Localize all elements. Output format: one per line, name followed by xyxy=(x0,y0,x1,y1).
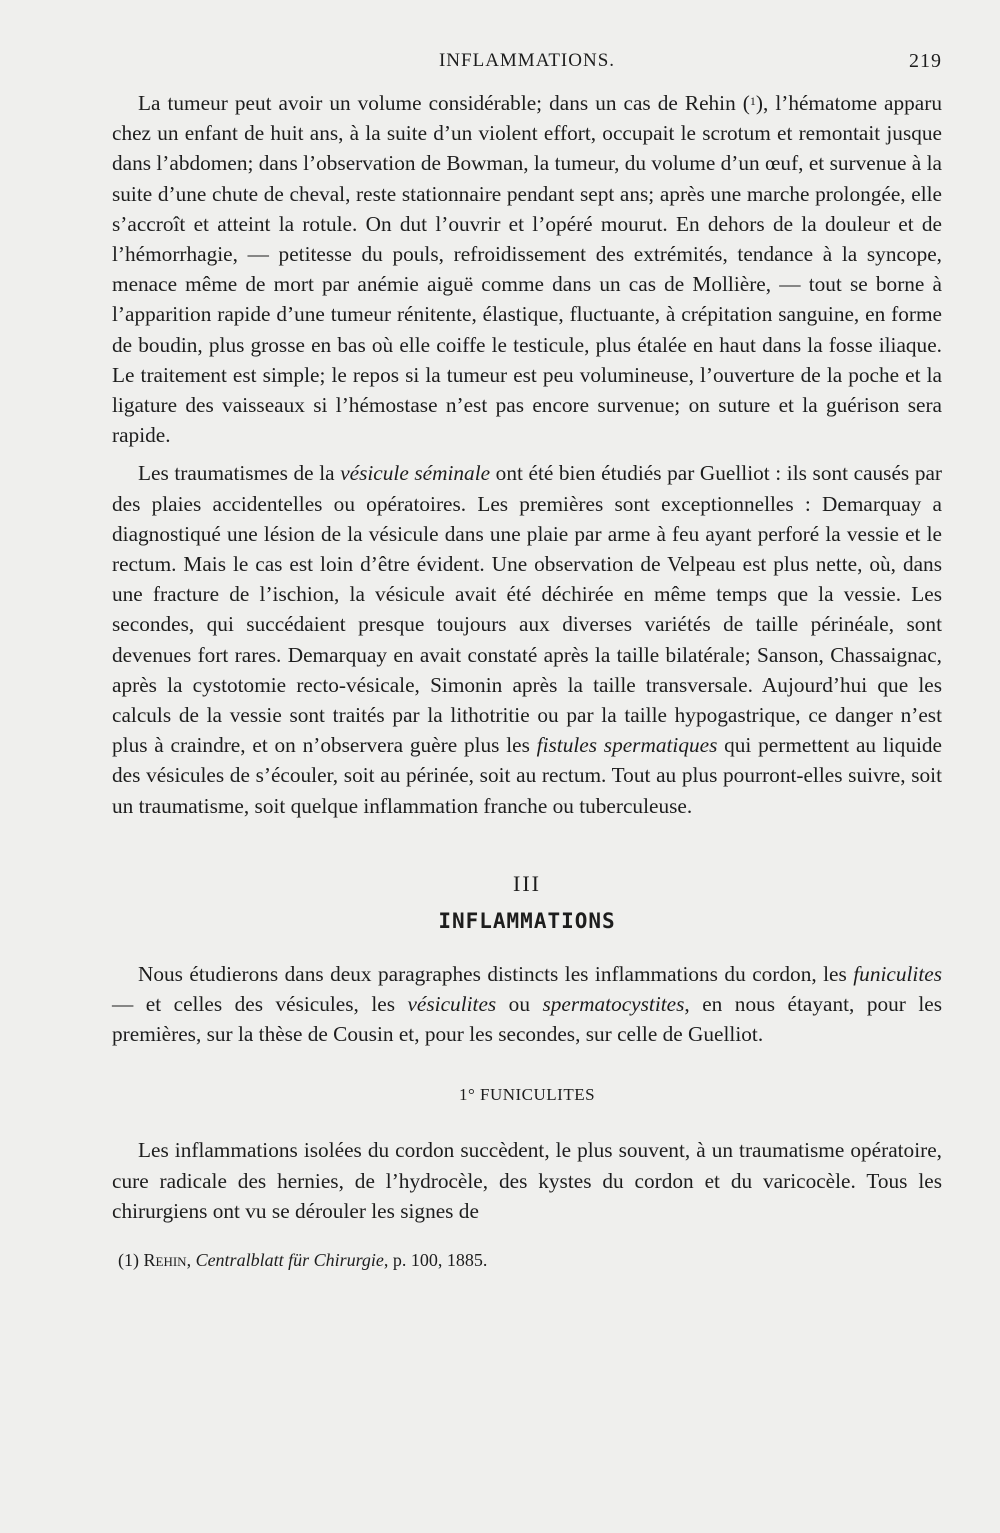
text-run: , en nous étayant, pour les premières, sur la thèse de Cousin et, pour les secondes, sur celle de Guelliot. xyxy=(112,992,942,1047)
text-run: — et celles des vésicules, les xyxy=(112,992,408,1017)
section-intro-paragraph xyxy=(112,959,942,1050)
footnote: (1) Rehin, Centralblatt für Chirurgie, p. 100, 1885. xyxy=(118,1250,488,1271)
footnote-author: Rehin xyxy=(143,1250,187,1271)
italic-term: fistules spermatiques xyxy=(536,733,718,758)
footnote-work: Centralblatt für Chirurgie xyxy=(195,1250,384,1271)
italic-term: funiculites xyxy=(853,961,942,986)
text-run: Nous étudierons dans deux paragraphes distincts les inflammations du cordon, les xyxy=(138,961,854,986)
text-run: ont été bien étudiés par Guelliot : ils sont causés par des plaies accidentelles ou opératoires. Les premières sont exceptionnelles : Demarquay a diagnostiqué une lésion de la vésicule dans une plaie par arme à feu ayant perforé la vessie et le rectum. Mais le cas est loin d’être évident. Une observation de Velpeau est plus nette, où, dans une fracture de l’ischion, la vésicule avait été déchirée en même temps que la vessie. Les secondes, qui succédaient presque toujours aux diverses variétés de taille périnéale, sont devenues fort rares. Demarquay en avait constaté après la taille bilatérale; Sanson, Chassaignac, après la cystotomie recto-vésicale, Simonin après la taille transversale. Aujourd’hui que les calculs de la vessie sont traités par la lithotritie ou par la taille hypogastrique, ce danger n’est plus à craindre, et on n’observera guère plus les xyxy=(112,461,943,758)
running-header xyxy=(112,50,942,78)
footnote-ref: , p. 100, 1885. xyxy=(383,1250,488,1271)
section-number: III xyxy=(513,870,541,896)
page-number: 219 xyxy=(909,50,942,72)
subsection-paragraph: Les inflammations isolées du cordon succèdent, le plus souvent, à un traumatisme opératoire, cure radicale des hernies, de l’hydrocèle, des kystes du cordon et du varicocèle. Tous les chirurgiens ont vu se dérouler les signes de xyxy=(112,1138,942,1223)
book-page xyxy=(112,50,942,1272)
paragraph-hematoma xyxy=(112,88,942,450)
text-run: qui permettent au liquide des vésicules de s’écouler, soit au périnée, soit au rectum. Tout au plus pourront-elles suivre, soit un traumatisme, soit quelque inflammation franche ou tuberculeuse. xyxy=(112,733,942,818)
section-title: INFLAMMATIONS xyxy=(438,908,616,933)
footnote-ref-marker: 1 xyxy=(749,94,756,108)
text-run: La tumeur peut avoir un volume considérable; dans un cas de Rehin ( xyxy=(138,91,750,115)
text-run: ou xyxy=(496,992,543,1017)
italic-term: vésicule séminale xyxy=(340,461,491,486)
subsection-title: 1° FUNICULITES xyxy=(458,1085,596,1105)
footnote-marker: (1) xyxy=(118,1250,139,1271)
italic-term: spermatocystites xyxy=(542,992,685,1017)
running-title: INFLAMMATIONS. xyxy=(438,50,616,71)
text-run: Les traumatismes de la xyxy=(138,461,341,486)
paragraph-seminal-vesicle xyxy=(112,458,942,820)
text-run: ), l’hématome apparu chez un enfant de huit ans, à la suite d’un violent effort, occupait le scrotum et remontait jusque dans l’abdomen; dans l’observation de Bowman, la tumeur, du volume d’un œuf, et survenue à la suite d’une chute de cheval, reste stationnaire pendant sept ans; après une marche prolongée, elle s’accroît et atteint la rotule. On dut l’ouvrir et l’opéré mourut. En dehors de la douleur et de l’hémorrhagie, — petitesse du pouls, refroidissement des extrémités, tendance à la syncope, menace même de mort par anémie aiguë comme dans un cas de Mollière, — tout se borne à l’apparition rapide d’une tumeur rénitente, élastique, fluctuante, à crépitation sanguine, en forme de boudin, plus grosse en bas où elle coiffe le testicule, plus étalée en haut dans la fosse iliaque. Le traitement est simple; le repos si la tumeur est peu volumineuse, l’ouverture de la poche et la ligature des vaisseaux si l’hémostase n’est pas encore survenue; on suture et la guérison sera rapide. xyxy=(112,91,943,448)
italic-term: vésiculites xyxy=(407,992,497,1017)
